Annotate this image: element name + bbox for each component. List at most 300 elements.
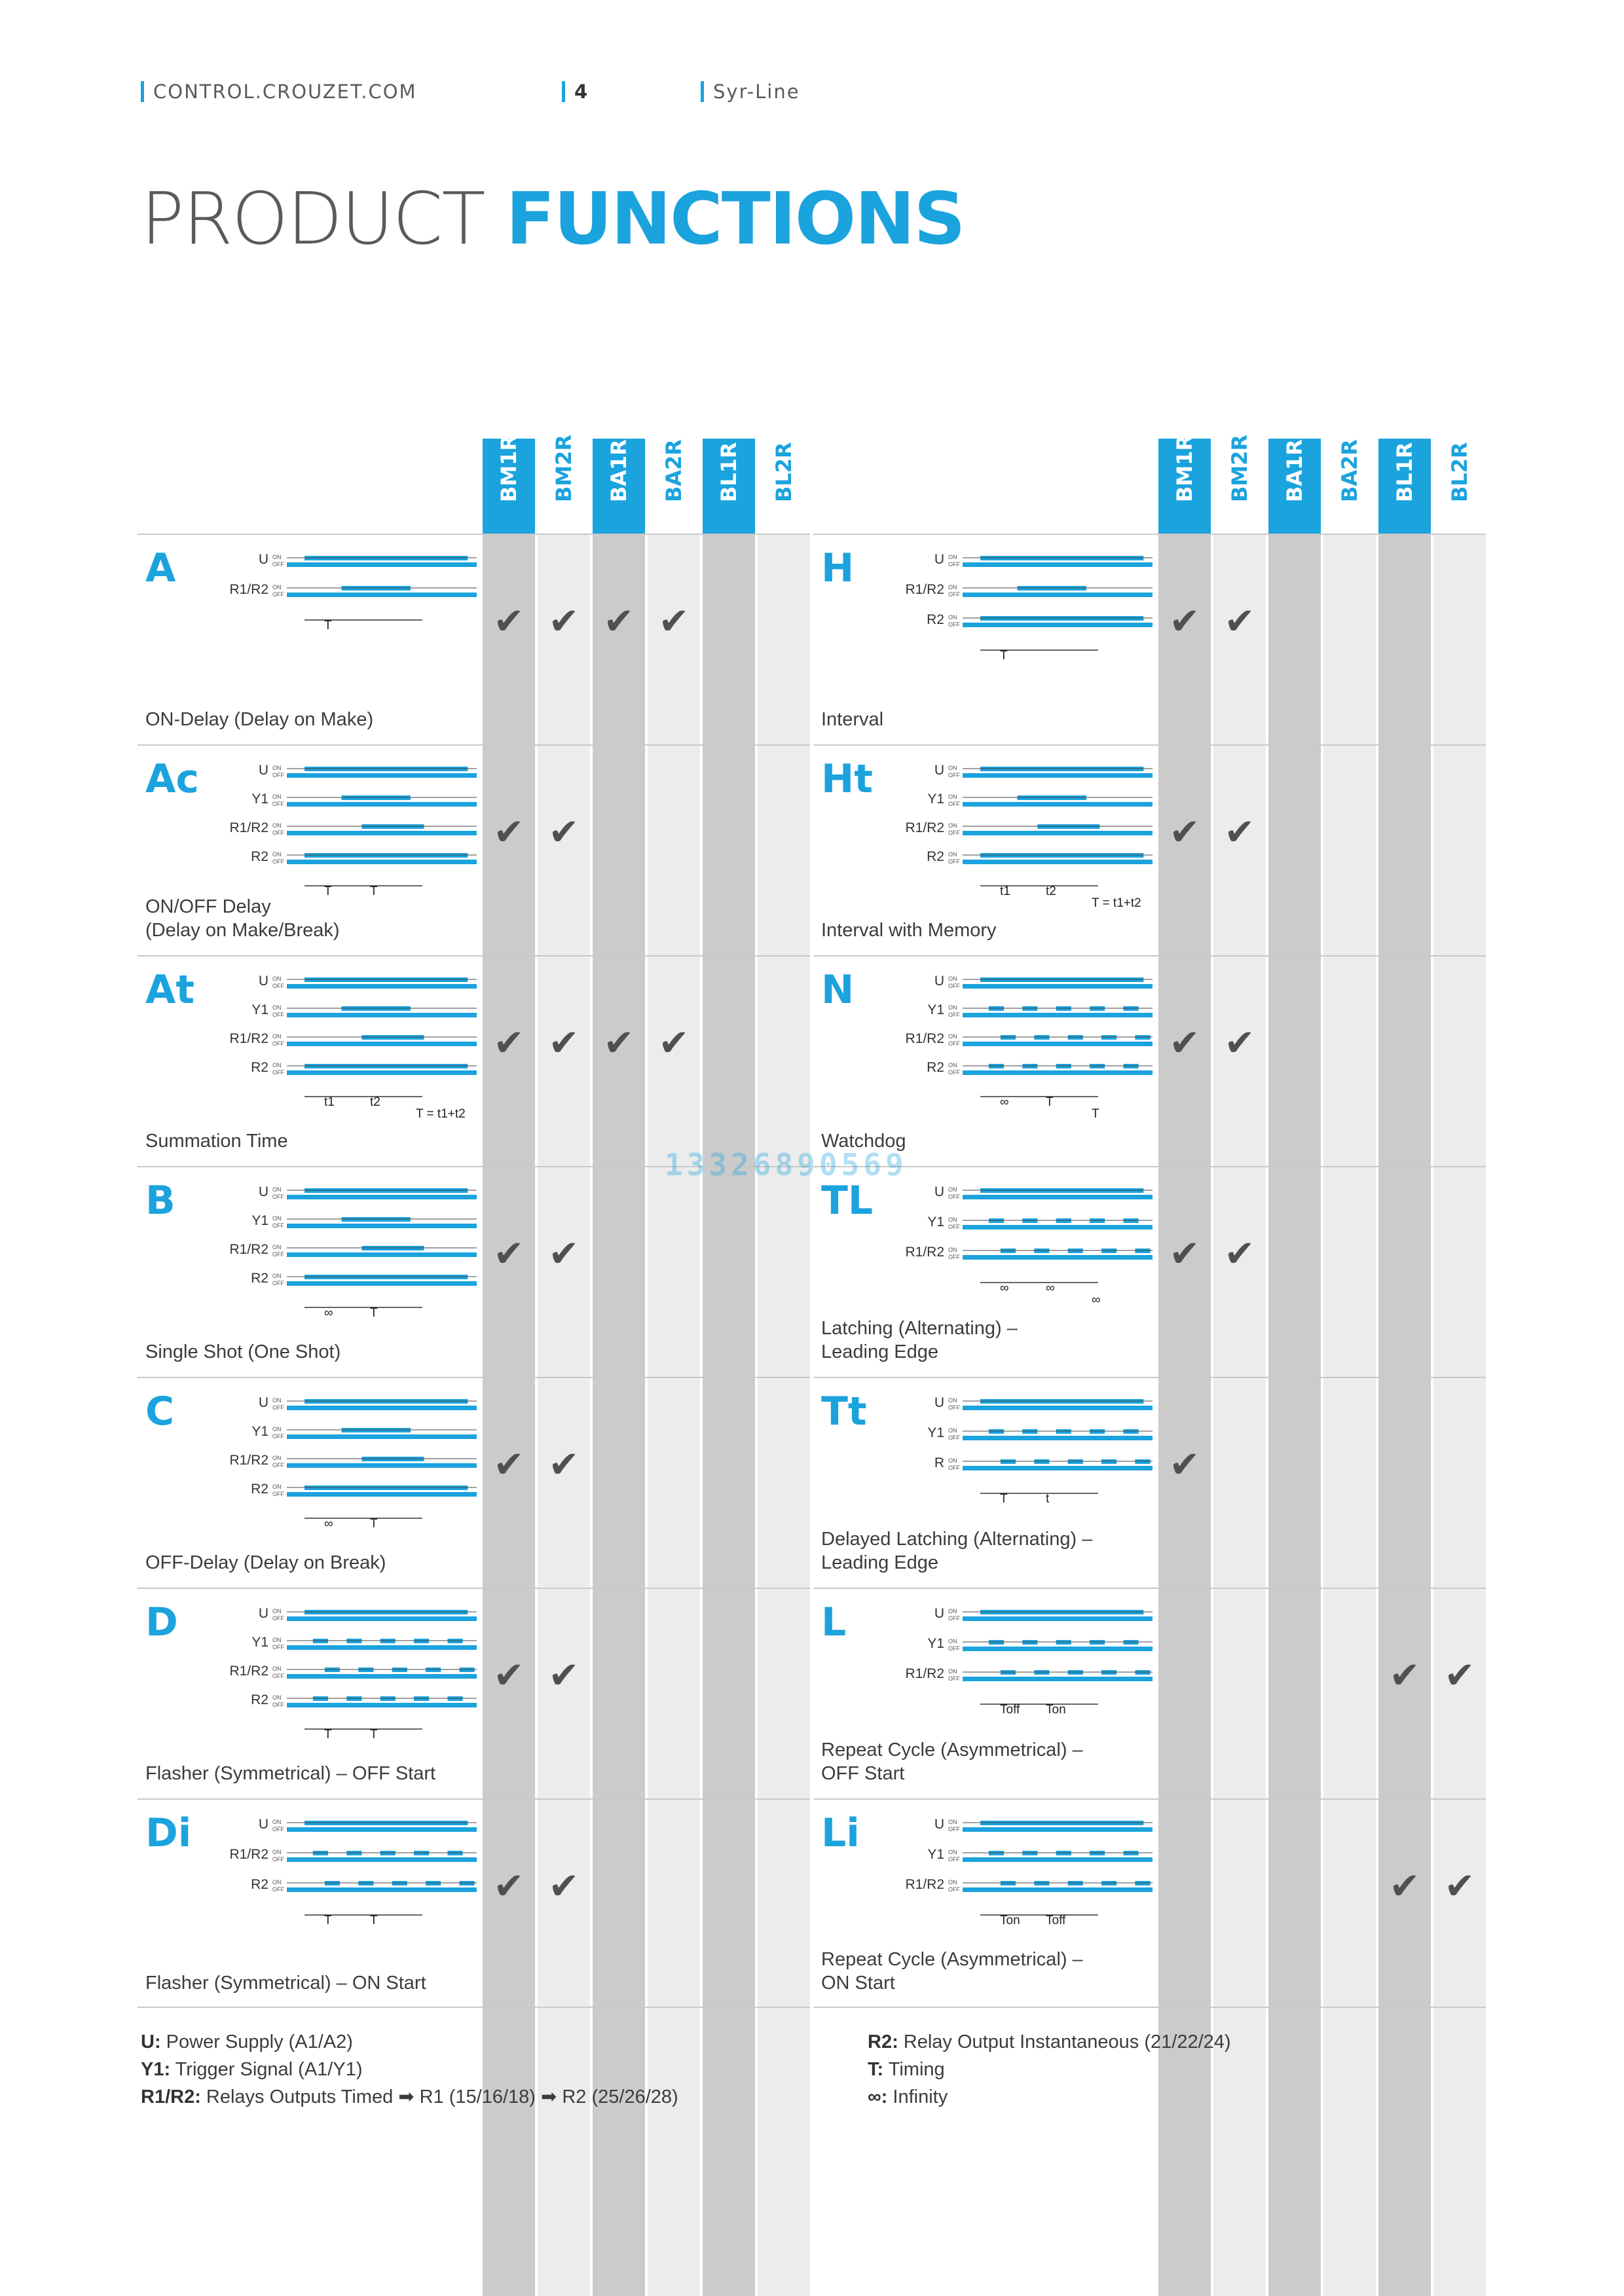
signal-off-level xyxy=(963,984,1153,989)
signal-label: R2 xyxy=(927,1060,944,1075)
function-row-di xyxy=(138,1798,810,2008)
site-url[interactable] xyxy=(141,79,417,105)
legend-right xyxy=(868,2028,1231,2111)
check-icon-bm2r: ✔ xyxy=(1224,1022,1255,1065)
function-name-line: OFF-Delay (Delay on Break) xyxy=(145,1552,386,1573)
function-name xyxy=(145,708,489,731)
signal-label: Y1 xyxy=(251,792,268,807)
signal-off-level xyxy=(963,1255,1153,1260)
signal-label: U xyxy=(934,1184,944,1199)
state-on-label: ON xyxy=(272,1484,282,1490)
state-on-label: ON xyxy=(272,1666,282,1672)
state-on-label: ON xyxy=(272,822,282,829)
function-row-b xyxy=(138,1166,810,1376)
legend-text: Relays Outputs Timed ➡ R1 (15/16/18) ➡ R2 (25/26/28) xyxy=(200,2086,678,2107)
state-on-label: ON xyxy=(948,1186,957,1193)
state-on-label: ON xyxy=(272,793,282,800)
signal-label: R2 xyxy=(251,1692,268,1707)
state-off-label: OFF xyxy=(948,1615,960,1622)
signal-off-level xyxy=(287,831,477,835)
state-off-label: OFF xyxy=(272,1673,284,1679)
state-on-label: ON xyxy=(948,1033,957,1040)
function-name xyxy=(821,1738,1165,1785)
legend-entry xyxy=(868,2083,1231,2111)
signal-label: R2 xyxy=(927,612,944,627)
function-row-l xyxy=(813,1588,1486,1797)
timing-label: Toff xyxy=(1046,1914,1066,1927)
state-on-label: ON xyxy=(948,1668,957,1675)
state-off-label: OFF xyxy=(948,1856,960,1863)
state-off-label: OFF xyxy=(272,1069,284,1076)
state-on-label: ON xyxy=(272,1694,282,1701)
timing-label: ∞ xyxy=(1000,1281,1009,1295)
state-off-label: OFF xyxy=(272,1702,284,1708)
signal-off-level xyxy=(287,1434,477,1439)
signal-label: R1/R2 xyxy=(229,1453,268,1468)
timing-diagram-wrapper xyxy=(216,964,478,1140)
check-icon-bm2r: ✔ xyxy=(548,1654,580,1697)
state-on-label: ON xyxy=(272,554,282,560)
state-on-label: ON xyxy=(272,1186,282,1193)
check-icon-bm1r: ✔ xyxy=(1169,1444,1200,1486)
check-icon-bm2r: ✔ xyxy=(1224,811,1255,854)
state-on-label: ON xyxy=(272,851,282,858)
check-icon-bm2r: ✔ xyxy=(548,1233,580,1275)
state-on-label: ON xyxy=(272,1215,282,1222)
state-on-label: ON xyxy=(272,1426,282,1432)
state-off-label: OFF xyxy=(272,1615,284,1622)
timing-label: t2 xyxy=(1046,884,1056,898)
function-code: N xyxy=(821,967,855,1013)
signal-off-level xyxy=(963,1677,1153,1681)
timing-diagram xyxy=(216,1175,478,1348)
timing-diagram xyxy=(216,964,478,1137)
column-header-label: BA2R xyxy=(1337,439,1362,502)
signal-off-level xyxy=(963,1406,1153,1410)
check-icon-bm2r: ✔ xyxy=(548,600,580,643)
timing-label: ∞ xyxy=(1046,1281,1055,1295)
timing-label: T xyxy=(324,619,332,632)
column-header-bm1r xyxy=(1158,434,1211,534)
timing-diagram xyxy=(216,1808,478,1956)
state-on-label: ON xyxy=(948,1849,957,1855)
legend-entry xyxy=(141,2056,678,2083)
timing-label: T xyxy=(370,1517,378,1531)
function-row-h xyxy=(813,534,1486,743)
signal-off-level xyxy=(287,1406,477,1410)
state-on-label: ON xyxy=(948,1457,957,1464)
timing-label: T xyxy=(324,884,332,898)
function-name-line: Delayed Latching (Alternating) – xyxy=(821,1529,1093,1550)
state-on-label: ON xyxy=(948,1638,957,1645)
timing-label: T xyxy=(370,1306,378,1320)
state-off-label: OFF xyxy=(948,1826,960,1832)
signal-label: U xyxy=(934,1606,944,1621)
signal-off-level xyxy=(963,802,1153,807)
state-off-label: OFF xyxy=(272,858,284,865)
column-header-label: BM1R xyxy=(496,434,521,502)
signal-off-level xyxy=(963,623,1153,627)
signal-label: Y1 xyxy=(251,1002,268,1017)
function-name xyxy=(145,1762,489,1785)
state-off-label: OFF xyxy=(948,1040,960,1047)
state-on-label: ON xyxy=(272,1244,282,1250)
timing-diagram xyxy=(216,543,478,661)
state-on-label: ON xyxy=(272,1608,282,1614)
signal-label: Y1 xyxy=(927,1214,944,1230)
timing-label: T xyxy=(324,1728,332,1741)
signal-off-level xyxy=(963,1857,1153,1862)
signal-label: R2 xyxy=(927,849,944,864)
timing-label: T = t1+t2 xyxy=(416,1107,466,1121)
state-off-label: OFF xyxy=(272,829,284,836)
state-off-label: OFF xyxy=(272,1644,284,1650)
state-on-label: ON xyxy=(948,554,957,560)
state-off-label: OFF xyxy=(948,1011,960,1018)
state-off-label: OFF xyxy=(272,1251,284,1258)
state-on-label: ON xyxy=(948,851,957,858)
signal-off-level xyxy=(287,1224,477,1228)
signal-label: Y1 xyxy=(927,1636,944,1651)
state-off-label: OFF xyxy=(272,1433,284,1440)
page-title-bold: FUNCTIONS xyxy=(506,177,965,261)
timing-label: T xyxy=(1046,1095,1054,1109)
state-off-label: OFF xyxy=(272,1462,284,1468)
column-header-bl2r xyxy=(1433,439,1486,534)
timing-label: t1 xyxy=(324,1095,335,1109)
state-off-label: OFF xyxy=(948,1194,960,1200)
legend-text: Trigger Signal (A1/Y1) xyxy=(170,2059,363,2080)
state-off-label: OFF xyxy=(948,1465,960,1471)
function-code: Di xyxy=(145,1810,192,1856)
legend-key: ∞: xyxy=(868,2086,888,2107)
legend-key: T: xyxy=(868,2059,884,2080)
timing-label: T xyxy=(1000,1492,1008,1506)
timing-diagram xyxy=(892,1597,1154,1745)
state-off-label: OFF xyxy=(272,1826,284,1832)
timing-label: Toff xyxy=(1000,1703,1020,1717)
check-icon-bm1r: ✔ xyxy=(1169,811,1200,854)
check-icon-bm1r: ✔ xyxy=(493,1022,525,1065)
function-name-line: Interval xyxy=(821,709,884,730)
function-code: A xyxy=(145,545,176,591)
function-name-line: OFF Start xyxy=(821,1763,905,1784)
timing-label: t1 xyxy=(1000,884,1010,898)
signal-label: Y1 xyxy=(927,792,944,807)
timing-label: t2 xyxy=(370,1095,380,1109)
function-name xyxy=(821,1317,1165,1364)
function-name xyxy=(821,708,1165,731)
check-icon-bm1r: ✔ xyxy=(493,1654,525,1697)
check-icon-bm2r: ✔ xyxy=(548,811,580,854)
state-on-label: ON xyxy=(948,1216,957,1223)
column-header-label: BM1R xyxy=(1172,434,1197,502)
state-on-label: ON xyxy=(272,1455,282,1461)
signal-label: U xyxy=(934,1817,944,1832)
timing-diagram-wrapper xyxy=(892,1386,1154,1537)
signal-off-level xyxy=(287,802,477,807)
timing-label: t xyxy=(1046,1492,1050,1506)
function-name xyxy=(821,919,1165,942)
timing-label: T xyxy=(1092,1107,1099,1121)
column-header-label: BA2R xyxy=(661,439,686,502)
function-row-at xyxy=(138,955,810,1165)
signal-label: R1/R2 xyxy=(229,582,268,597)
function-name-line: (Delay on Make/Break) xyxy=(145,920,340,941)
check-icon-bm1r: ✔ xyxy=(493,1865,525,1908)
function-name-line: ON-Delay (Delay on Make) xyxy=(145,709,374,730)
timing-diagram xyxy=(216,1386,478,1559)
timing-label: ∞ xyxy=(324,1306,333,1320)
function-name xyxy=(821,1527,1165,1575)
section-name-text: Syr-Line xyxy=(713,81,800,103)
state-off-label: OFF xyxy=(948,1886,960,1893)
check-icon-bm1r: ✔ xyxy=(493,600,525,643)
signal-label: R2 xyxy=(251,1482,268,1497)
state-on-label: ON xyxy=(948,822,957,829)
state-off-label: OFF xyxy=(948,983,960,989)
check-icon-bl1r: ✔ xyxy=(1389,1865,1420,1908)
signal-label: R1/R2 xyxy=(229,1031,268,1046)
function-name xyxy=(145,1971,489,1995)
timing-diagram-wrapper xyxy=(892,543,1154,694)
state-off-label: OFF xyxy=(948,1404,960,1411)
signal-off-level xyxy=(287,1070,477,1075)
check-icon-bm2r: ✔ xyxy=(548,1022,580,1065)
check-icon-bl1r: ✔ xyxy=(1389,1654,1420,1697)
legend-entry xyxy=(868,2028,1231,2056)
check-icon-bm1r: ✔ xyxy=(1169,1022,1200,1065)
function-code: Ht xyxy=(821,756,873,802)
legend-left xyxy=(141,2028,678,2111)
function-code: C xyxy=(145,1389,175,1434)
page-number-text: 4 xyxy=(574,81,589,103)
signal-label: R1/R2 xyxy=(905,1245,944,1260)
column-header-ba1r xyxy=(1268,439,1321,534)
check-icon-bl2r: ✔ xyxy=(1444,1865,1475,1908)
signal-off-level xyxy=(287,1281,477,1286)
function-name xyxy=(145,1551,489,1575)
function-name-line: Flasher (Symmetrical) – OFF Start xyxy=(145,1763,436,1784)
signal-off-level xyxy=(287,562,477,567)
timing-diagram-wrapper xyxy=(216,543,478,664)
signal-off-level xyxy=(963,1225,1153,1230)
check-icon-bm1r: ✔ xyxy=(493,1444,525,1486)
signal-off-level xyxy=(963,1827,1153,1832)
signal-label: U xyxy=(258,974,268,989)
signal-label: Y1 xyxy=(927,1425,944,1440)
signal-label: Y1 xyxy=(251,1635,268,1650)
state-off-label: OFF xyxy=(272,1222,284,1229)
signal-label: R2 xyxy=(251,1060,268,1075)
signal-off-level xyxy=(287,592,477,597)
column-header-bm2r xyxy=(538,434,590,534)
state-off-label: OFF xyxy=(272,772,284,778)
timing-label: ∞ xyxy=(1000,1095,1009,1109)
function-name-line: Leading Edge xyxy=(821,1341,938,1362)
timing-diagram-wrapper xyxy=(892,1808,1154,1959)
signal-off-level xyxy=(287,1674,477,1679)
column-header-bm2r xyxy=(1213,434,1266,534)
state-on-label: ON xyxy=(272,1397,282,1404)
state-off-label: OFF xyxy=(948,1675,960,1682)
state-on-label: ON xyxy=(272,1033,282,1040)
check-icon-bm1r: ✔ xyxy=(493,811,525,854)
state-off-label: OFF xyxy=(948,1224,960,1230)
function-code: At xyxy=(145,967,195,1013)
state-off-label: OFF xyxy=(948,1434,960,1441)
state-on-label: ON xyxy=(948,793,957,800)
signal-label: R1/R2 xyxy=(905,582,944,597)
signal-off-level xyxy=(287,1857,477,1862)
state-on-label: ON xyxy=(272,584,282,591)
function-row-c xyxy=(138,1377,810,1586)
function-row-ht xyxy=(813,744,1486,954)
state-on-label: ON xyxy=(948,765,957,771)
function-code: Li xyxy=(821,1810,860,1856)
site-url-text: CONTROL.CROUZET.COM xyxy=(153,81,417,103)
signal-off-level xyxy=(963,1647,1153,1651)
signal-off-level xyxy=(287,1827,477,1832)
state-off-label: OFF xyxy=(948,591,960,598)
timing-label: Ton xyxy=(1046,1703,1066,1717)
timing-diagram-wrapper xyxy=(216,1386,478,1562)
state-on-label: ON xyxy=(948,614,957,621)
column-header-bl1r xyxy=(703,439,755,534)
signal-off-level xyxy=(963,1466,1153,1470)
legend-text: Infinity xyxy=(887,2086,948,2107)
function-row-n xyxy=(813,955,1486,1165)
signal-off-level xyxy=(287,1492,477,1497)
column-header-label: BA1R xyxy=(1282,439,1307,502)
signal-label: U xyxy=(258,1606,268,1621)
state-off-label: OFF xyxy=(948,561,960,568)
timing-diagram-wrapper xyxy=(892,754,1154,930)
timing-diagram-wrapper xyxy=(892,1597,1154,1748)
signal-off-level xyxy=(287,860,477,864)
function-name-line: Flasher (Symmetrical) – ON Start xyxy=(145,1973,426,1994)
state-off-label: OFF xyxy=(272,1491,284,1497)
signal-off-level xyxy=(287,1195,477,1199)
signal-label: Y1 xyxy=(927,1847,944,1862)
column-header-ba2r xyxy=(1323,439,1376,534)
check-icon-bm1r: ✔ xyxy=(493,1233,525,1275)
function-row-tl xyxy=(813,1166,1486,1376)
state-off-label: OFF xyxy=(272,591,284,598)
legend-entry xyxy=(141,2083,678,2111)
signal-label: U xyxy=(258,1817,268,1832)
signal-label: R2 xyxy=(251,1271,268,1286)
timing-diagram xyxy=(892,964,1154,1137)
state-off-label: OFF xyxy=(948,621,960,628)
header-accent-bar xyxy=(562,81,565,102)
function-name-line: Leading Edge xyxy=(821,1552,938,1573)
signal-off-level xyxy=(287,1616,477,1621)
function-code: TL xyxy=(821,1178,874,1224)
function-code: Tt xyxy=(821,1389,867,1434)
state-off-label: OFF xyxy=(272,1194,284,1200)
timing-diagram-wrapper xyxy=(892,964,1154,1140)
function-name-line: Latching (Alternating) – xyxy=(821,1318,1018,1339)
function-name-line: ON/OFF Delay xyxy=(145,896,271,917)
signal-off-level xyxy=(287,1463,477,1468)
signal-label: Y1 xyxy=(927,1002,944,1017)
timing-diagram xyxy=(892,754,1154,926)
state-on-label: ON xyxy=(948,584,957,591)
state-on-label: ON xyxy=(272,765,282,771)
function-row-a xyxy=(138,534,810,743)
state-on-label: ON xyxy=(272,975,282,982)
function-name-line: Single Shot (One Shot) xyxy=(145,1341,341,1362)
timing-label: T xyxy=(370,1728,378,1741)
signal-off-level xyxy=(963,773,1153,778)
signal-label: R1/R2 xyxy=(229,1664,268,1679)
legend-entry xyxy=(868,2056,1231,2083)
signal-label: U xyxy=(258,763,268,778)
legend-key: U: xyxy=(141,2032,161,2052)
state-on-label: ON xyxy=(272,1879,282,1886)
timing-diagram-wrapper xyxy=(216,1808,478,1959)
signal-label: Y1 xyxy=(251,1424,268,1439)
timing-diagram xyxy=(216,1597,478,1770)
function-row-ac xyxy=(138,744,810,954)
state-on-label: ON xyxy=(272,1004,282,1011)
state-on-label: ON xyxy=(272,1819,282,1825)
signal-off-level xyxy=(963,860,1153,864)
legend-entry xyxy=(141,2028,678,2056)
state-on-label: ON xyxy=(948,975,957,982)
signal-off-level xyxy=(287,1013,477,1017)
column-header-label: BL1R xyxy=(716,442,741,502)
signal-label: R xyxy=(934,1455,944,1470)
check-icon-bm1r: ✔ xyxy=(1169,1233,1200,1275)
section-name xyxy=(701,79,800,105)
state-on-label: ON xyxy=(948,1004,957,1011)
state-off-label: OFF xyxy=(948,1254,960,1260)
signal-off-level xyxy=(963,1195,1153,1199)
column-header-bl2r xyxy=(758,439,810,534)
function-code: L xyxy=(821,1599,847,1645)
function-name-line: ON Start xyxy=(821,1973,895,1994)
signal-label: R1/R2 xyxy=(905,1666,944,1681)
column-header-ba2r xyxy=(648,439,700,534)
state-on-label: ON xyxy=(948,1062,957,1068)
check-icon-ba1r: ✔ xyxy=(603,600,635,643)
legend-text: Power Supply (A1/A2) xyxy=(160,2032,353,2052)
timing-diagram xyxy=(892,1808,1154,1956)
check-icon-ba1r: ✔ xyxy=(603,1022,635,1065)
signal-label: U xyxy=(934,974,944,989)
state-on-label: ON xyxy=(948,1879,957,1886)
signal-label: R2 xyxy=(251,1877,268,1892)
column-header-bl1r xyxy=(1378,439,1431,534)
state-off-label: OFF xyxy=(948,829,960,836)
function-name-line: Repeat Cycle (Asymmetrical) – xyxy=(821,1740,1083,1760)
signal-off-level xyxy=(963,1887,1153,1892)
signal-label: R2 xyxy=(251,849,268,864)
timing-label: T = t1+t2 xyxy=(1092,896,1141,910)
state-on-label: ON xyxy=(948,1427,957,1434)
state-on-label: ON xyxy=(948,1247,957,1253)
signal-label: R1/R2 xyxy=(905,1877,944,1892)
state-on-label: ON xyxy=(948,1397,957,1404)
function-name xyxy=(145,1129,489,1153)
state-off-label: OFF xyxy=(948,1645,960,1652)
signal-off-level xyxy=(963,831,1153,835)
timing-diagram-wrapper xyxy=(216,1175,478,1351)
timing-label: ∞ xyxy=(1092,1293,1101,1307)
state-off-label: OFF xyxy=(272,1404,284,1411)
